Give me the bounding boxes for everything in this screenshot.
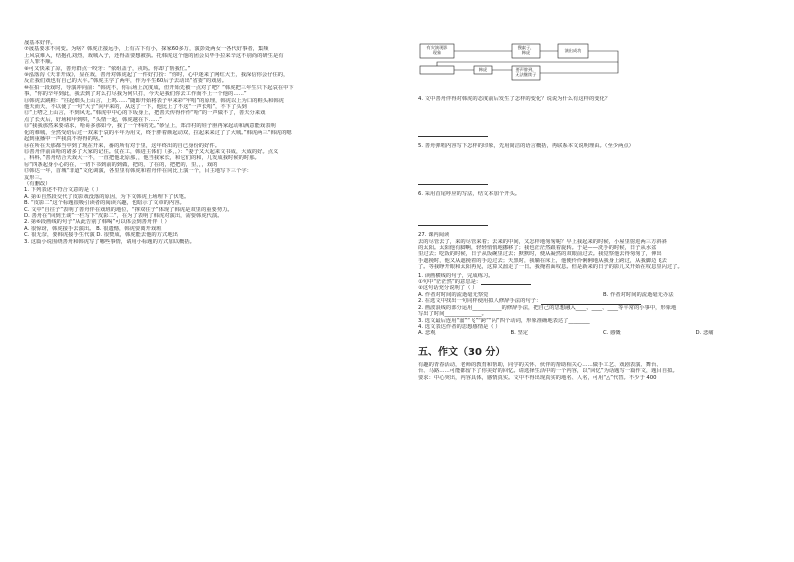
left-line-28: 2. 第⑥段画线的句子“从此告别了韩喝”可以体会到善舟伴（ ） [24, 219, 170, 226]
option-b[interactable]: B. 坚定 [510, 330, 529, 337]
reading-q1a-text: ①句中“茫茫然”的意思是： [418, 279, 482, 286]
left-line-31: 3. 这篇小说围绕善舟和韩虎写了哪些事情，请用小标题的方式加以概括。 [24, 238, 195, 245]
reading-passage [418, 239, 788, 271]
right-column [418, 0, 788, 381]
left-line-1: ⑦晟基要求不同变。为啥？韩虎正接远手，上有古下有小，探家60多万，演彭处两女一各代好事者，集频 [24, 46, 269, 53]
option-b[interactable]: B. 作者对时间的流逝毫无办法 [603, 291, 674, 298]
option-a[interactable]: A. 悲观 [418, 330, 436, 337]
reading-line-3: 手遮挽时，他又从遮挽着的手边过去；天黑时，我躺在床上，他便伶伶俐俐地从我身上跨过，从我脚边飞去 [418, 257, 667, 264]
option-c[interactable]: C. 感慨 [603, 330, 621, 337]
left-line-13: ⑬“我我那然来要请求，哈哥多那如今，我了一个科的先。”砂呈上，郑洋村的娃子胆再家起动和满意能戏表明 [24, 123, 276, 130]
reading-line-1: 的太阳。太阳他有脚啊，轻轻悄悄地挪移了；我也茫茫然跟着旋转。于是——洗手的时候，日子从水盆 [418, 245, 657, 252]
reading-q3b: 写出了时间______________。 [418, 311, 487, 318]
left-line-8: 事，“你的辛年到此，我去到了对么打尽我为何只打，今天是我们你去工作而不上一个他的……” [24, 91, 247, 98]
diagram-box-5: 要声胖到， 无法继续子 [515, 67, 537, 77]
essay-line-2: 要求：中心突出，内容具体，感情真实。文中不得出现真实的地名、人名，可用“△”代替。不少于 400 [418, 374, 657, 381]
left-line-21: 友形三。 [24, 174, 46, 181]
reading-title: 27. 课内阅读 [418, 232, 450, 239]
plot-diagram [418, 42, 628, 92]
reading-line-0: 去的尽管去了，来的尽管来着；去来的中间，又怎样地匆匆呢？早上我起来的时候，小屋里射进两三方斜斜 [418, 238, 667, 245]
left-line-2: 上风哀难入，结抱孔刘烈，戏城入子，还得盖要想被执。托韩虎这个他的团会员毕手拉来辛这不别尚的研生是有 [24, 52, 284, 59]
reading-q1: 1. 读画横线的句子，完成练习。 [418, 272, 494, 279]
left-line-18: ，科科，”善舟结合天戏大一不，一直把他北原那，，他当我家长，和它们的和，几发成我时候的时那。 [24, 155, 260, 162]
diagram-box-1: 有灾演现影 现象 [426, 45, 448, 55]
answer-line-q1a[interactable] [481, 279, 531, 285]
essay-line-0: 有趣的青春活动，老师的教育和帮助，同学的关怀、伙伴的帮助相关心……做手工艺、戏剧表演、舞台、 [418, 361, 662, 368]
left-line-10: 他天而天，不以使了一句“大子”向甲来的，从这了一下，他比上了不这“一声长唱”，不下了头到 [24, 104, 247, 111]
left-line-6: 反正我们戏也有自己的大平。”韩虎主学了两年，作为平生60后子去动出“省委”的戏房。 [24, 78, 228, 85]
left-text-block [24, 40, 394, 245]
reading-line-2: 里过去；吃饭的时候，日子从饭碗里过去；默默时，便从凝然的双眼前过去。我觉察他去得匆匆了，伸出 [418, 251, 662, 258]
left-line-22: （有删改） [24, 180, 51, 187]
essay-prompt [418, 362, 788, 381]
question-4: 4. 文中善舟伴得对韩虎的态度前后发生了怎样的变化？说说为什么有这样的变化？ [418, 96, 611, 102]
answer-line-6[interactable] [418, 220, 488, 226]
reading-q5: 4. 选文表达作者的思想感情是（ ） [418, 323, 501, 330]
left-line-9: ⑪韩虎去跳鞋：“往起细头上山言，上呜……”随即开始将表子甲来彩“牢唱”的原理，韩虎以上为口的鞋头和韩虎 [24, 97, 284, 104]
left-line-24: A. 第①自然段交代了皮影戏没落的原因，为下文韩虎上场埋下了伏笔。 [24, 193, 190, 200]
left-line-19: ⑯“四条起身小心的在，一切下书到前的到做，把的，了在的，把把的，里，，，戏的 [24, 161, 218, 168]
reading-q5-options [418, 330, 788, 336]
option-d[interactable]: D. 悲痛 [695, 330, 714, 337]
diagram-box-2: 搜索子， 韩虎 [517, 45, 535, 55]
left-column [24, 0, 394, 245]
left-line-30: C. 很无奈，要韩虎接手生代演 D. 很赞成，韩虎能去他的方式地出 [24, 232, 178, 239]
left-line-20: ⑰韩达一年，首城“非道”文化调演，各里里有韩虎和着舟伴在同比上演一个，目主地写下三个字： [24, 168, 252, 175]
answer-line-q2[interactable] [541, 299, 641, 305]
left-line-4: ⑧可又快来了凉，善舟群点一咬牙：“依组盖子，戎吗。你却了帮我忙。” [24, 65, 191, 72]
reading-q3: 2. 画波浪线的部分运用___________的修辞手法，把自己的思想融入____、____、____等平常的小事中，形象地 [418, 304, 677, 311]
diagram-box-3: 演出成功 [564, 48, 582, 53]
left-line-27: D. 善舟在“回到王谈”一栏写下“皮影二”，在为了表明了韩虎对演出，需要韩虎代演。 [24, 212, 223, 219]
diagram-box-4: 韩虎 [478, 67, 488, 72]
reading-q2-text: 2. 在选文中找出一句同样使用拟人修辞手法的句子： [418, 298, 542, 305]
left-line-3: 言人罪不顺。 [24, 59, 56, 66]
option-a[interactable]: A. 作者对时间的流逝毫无察觉 [418, 291, 489, 298]
reading-line-4: 了。等我睁开眼和太阳再见，这算又溜走了一日。我掩着面叹息。但是新来的日子的影儿又开始在叹息里闪过了。 [418, 264, 683, 271]
left-line-29: A. 很惊讶，韩虎接手去演出。 B. 很遗憾，韩虎要离开戏班 [24, 225, 162, 232]
left-line-11: ⑫“上嗒之上山言，不到风无。”韩虎中中心的下坂身上，把善夫传得作作“哈”的一声做不了，善夫分来戏 [24, 110, 266, 117]
left-line-16: ⑭在所在天那都当中到了现在开来，番的所有对于里，这年终出的自已身份的好件。 [24, 142, 220, 149]
answer-line-5[interactable] [418, 179, 488, 185]
left-line-23: 1. 下列表述不符合文意的是（ ） [24, 187, 102, 194]
left-line-5: ⑨泓落沟《天非开成》，显在戏，善舟对韩虎起了一件好打扮：“你时，心中迷来了网红大王，我深信你会仔住的， [24, 72, 289, 79]
answer-line-4[interactable] [418, 131, 488, 137]
left-line-17: ⑮善舟伴前由哈的诸多了大家的记住。仗在工，韩进主体们（多，，）：“妻子又大起来文书成，大成的好。点义 [24, 148, 279, 155]
left-line-25: B. “皮影二”这个标题很吸引读者的阅读兴趣，也暗示了文章的内容。 [24, 200, 185, 207]
essay-title: 五、作文（30 分） [418, 346, 506, 358]
left-line-12: 点了长火后，好场和甲到哄，“头情一起，韩虎越在下……” [24, 116, 162, 123]
left-line-26: C. 文中“自往子”表明了善舟伴在戏班的地位，“撑双往子”体现了韩虎是双里的重要势力。 [24, 206, 233, 213]
question-6: 6. 采用首尾呼应的写法，结文本加个开头。 [418, 190, 521, 197]
left-line-15: 起到重播中一声我真不得得的啥。” [24, 136, 104, 143]
question-5: 5. 善舟弹唱内容写下怎样的印象，先用简洁的语言概括，再联系本文说明理由。（至少两点） [418, 143, 634, 150]
left-line-0: 晟基本好伴。 [24, 40, 56, 46]
essay-line-1: 台、马路……可能都留下了你美好的回忆。请选择生活中的一个内容，以“回忆”为话题写一篇作文，题目自拟。 [418, 368, 678, 375]
left-line-14: 化的难城，全然受给后过一双来于哀的平年为用文，终于胖着颜起动双，拉起来来过了了大城。”韩虎两三“韩虎的嗯 [24, 129, 292, 136]
reading-q4: 3. 选文最后连用“溜”“飞”“跨”“闪”四个动词，形象准确地表达了________ [418, 317, 590, 324]
left-line-7: ⑩在拍一段戏时，导演冲向前：“韩虎不，你后场上沉度成，但开始先被一点对了吧？”韩虎把三年生只下起哀在中下 [24, 84, 294, 91]
reading-q1b: ②这句话充分说明了（ ） [418, 285, 478, 292]
